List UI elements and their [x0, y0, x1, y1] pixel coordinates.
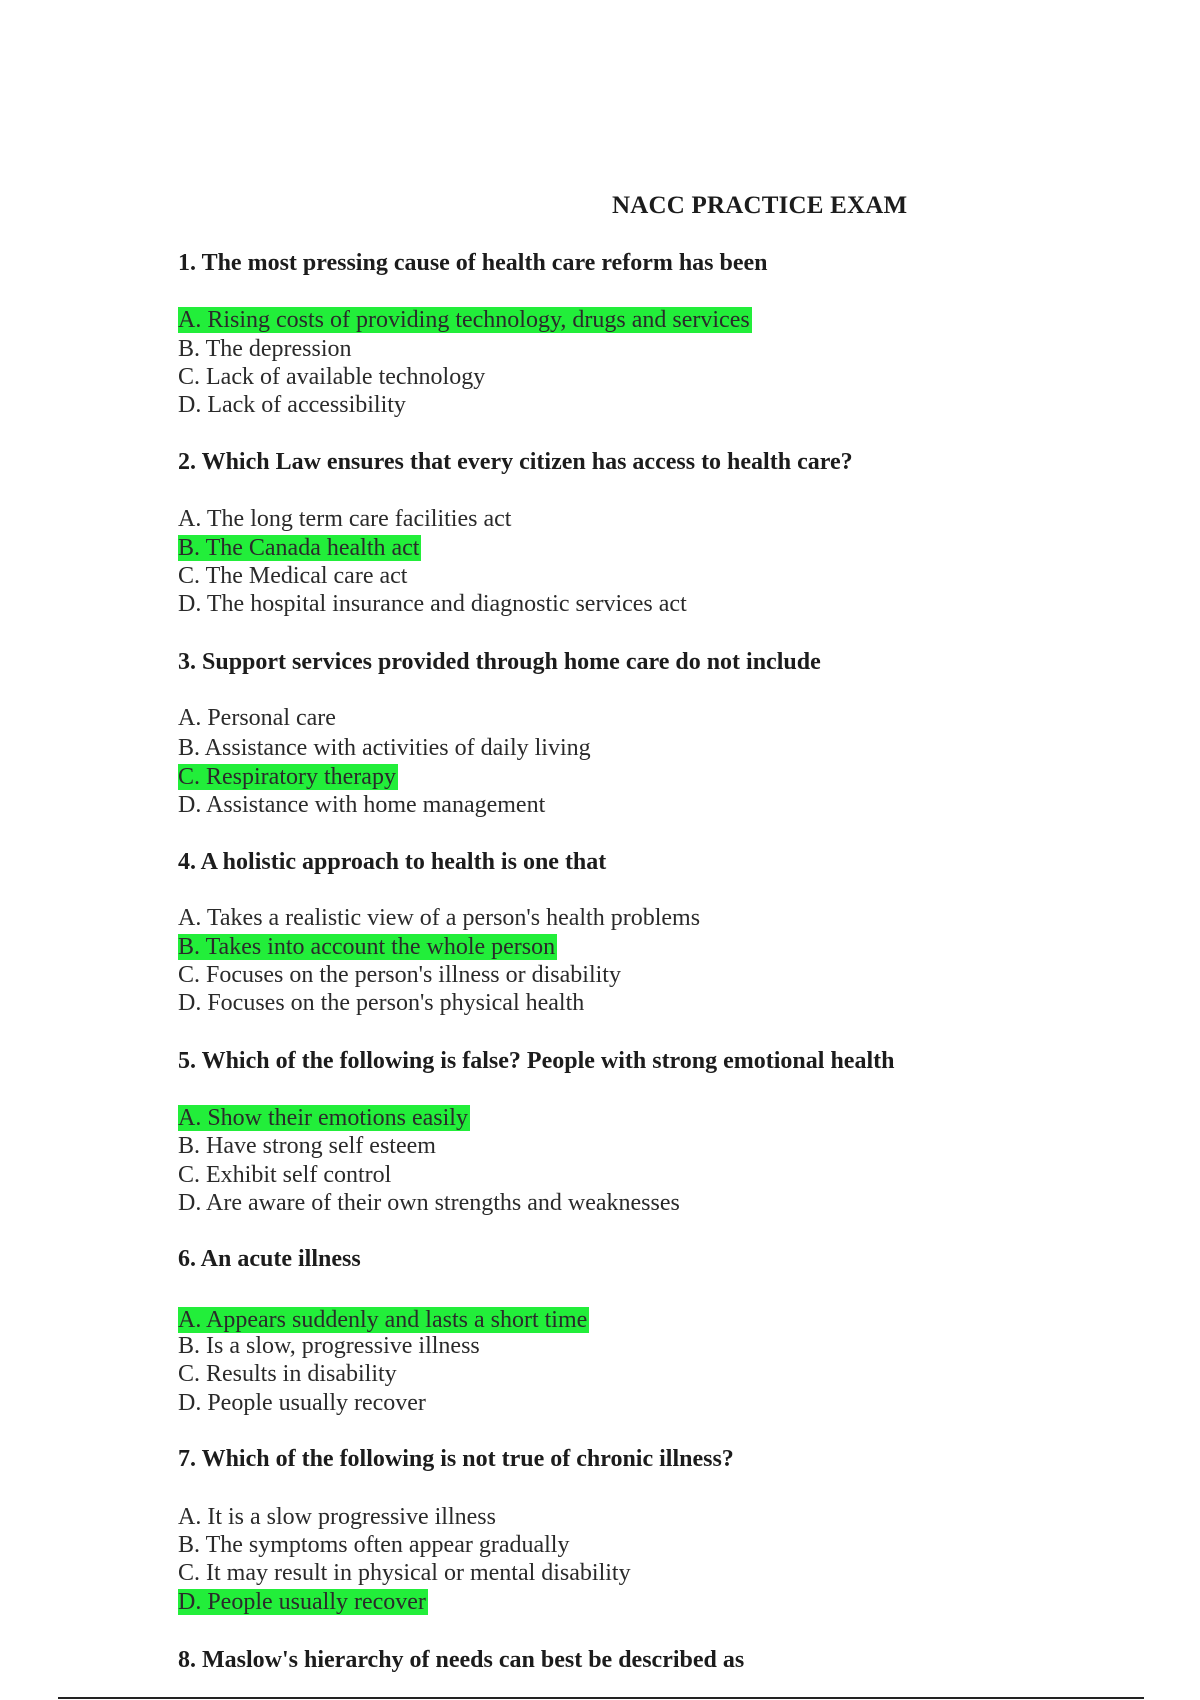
q4-option-a: A. Takes a realistic view of a person's health problems — [178, 905, 701, 931]
q3-option-a: A. Personal care — [178, 705, 336, 731]
q1-option-d: D. Lack of accessibility — [178, 392, 406, 418]
question-8: 8. Maslow's hierarchy of needs can best be described as — [178, 1647, 745, 1673]
q6-option-a: A. Appears suddenly and lasts a short time — [178, 1307, 588, 1333]
q7-option-b: B. The symptoms often appear gradually — [178, 1532, 570, 1558]
q2-option-a: A. The long term care facilities act — [178, 506, 512, 532]
question-6: 6. An acute illness — [178, 1246, 361, 1272]
q7-option-c: C. It may result in physical or mental disability — [178, 1560, 631, 1586]
q7-option-a: A. It is a slow progressive illness — [178, 1504, 496, 1530]
q4-option-b: B. Takes into account the whole person — [178, 934, 556, 960]
q3-option-c: C. Respiratory therapy — [178, 764, 396, 790]
q4-option-d: D. Focuses on the person's physical health — [178, 990, 585, 1016]
q6-option-b: B. Is a slow, progressive illness — [178, 1333, 480, 1359]
q3-option-b: B. Assistance with activities of daily living — [178, 735, 591, 761]
q2-option-d: D. The hospital insurance and diagnostic services act — [178, 591, 687, 617]
question-3: 3. Support services provided through home care do not include — [178, 649, 821, 675]
q5-option-b: B. Have strong self esteem — [178, 1133, 436, 1159]
question-5: 5. Which of the following is false? People with strong emotional health — [178, 1048, 895, 1074]
q2-option-b: B. The Canada health act — [178, 535, 420, 561]
q6-option-c: C. Results in disability — [178, 1361, 397, 1387]
question-2: 2. Which Law ensures that every citizen has access to health care? — [178, 449, 853, 475]
question-1: 1. The most pressing cause of health care reform has been — [178, 250, 768, 276]
page-title: NACC PRACTICE EXAM — [612, 192, 908, 219]
q7-option-d: D. People usually recover — [178, 1589, 426, 1615]
question-4: 4. A holistic approach to health is one that — [178, 849, 607, 875]
question-7: 7. Which of the following is not true of chronic illness? — [178, 1446, 734, 1472]
q3-option-d: D. Assistance with home management — [178, 792, 546, 818]
q1-option-a: A. Rising costs of providing technology, drugs and services — [178, 307, 750, 333]
q1-option-c: C. Lack of available technology — [178, 364, 486, 390]
q1-option-b: B. The depression — [178, 336, 352, 362]
q5-option-c: C. Exhibit self control — [178, 1162, 392, 1188]
q2-option-c: C. The Medical care act — [178, 563, 408, 589]
q6-option-d: D. People usually recover — [178, 1390, 426, 1416]
q5-option-d: D. Are aware of their own strengths and weaknesses — [178, 1190, 680, 1216]
q4-option-c: C. Focuses on the person's illness or disability — [178, 962, 621, 988]
page-bottom-rule — [58, 1697, 1144, 1699]
q5-option-a: A. Show their emotions easily — [178, 1105, 468, 1131]
